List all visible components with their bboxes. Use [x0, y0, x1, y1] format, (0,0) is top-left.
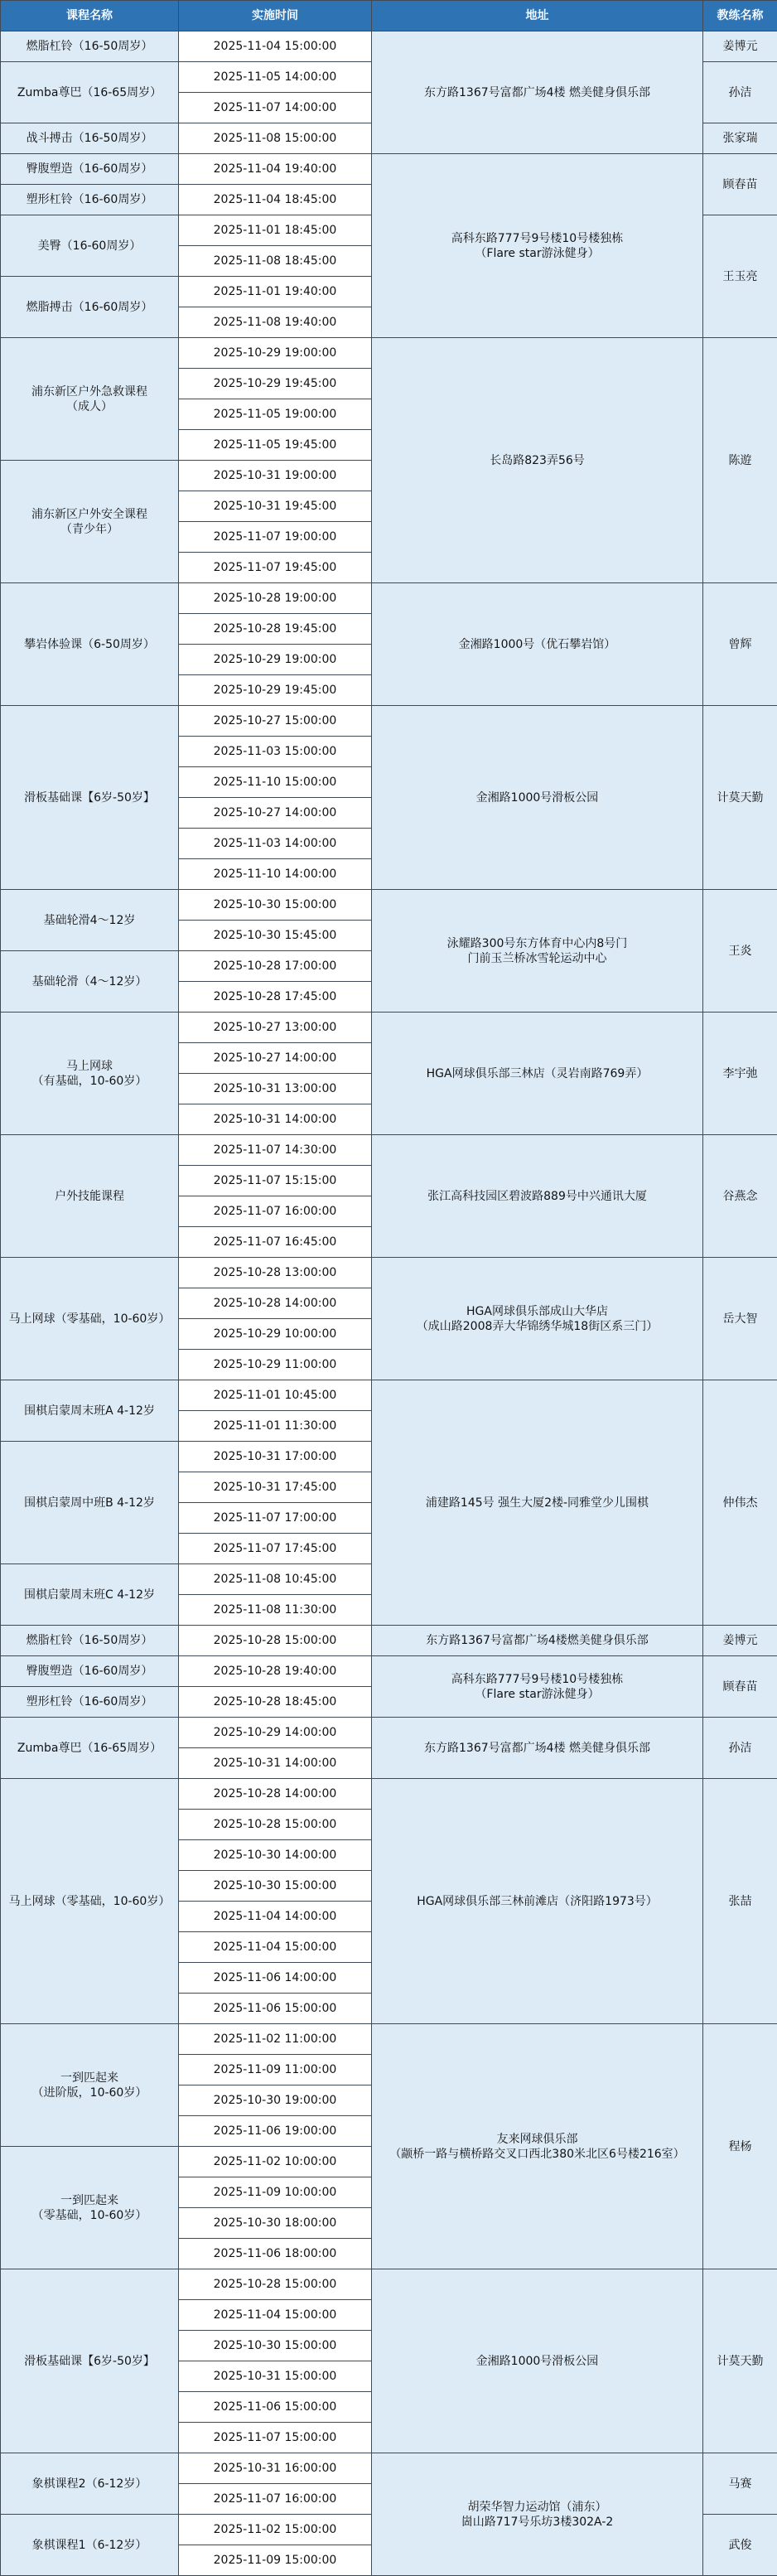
course-name-cell: 围棋启蒙周末班C 4-12岁: [1, 1564, 179, 1626]
coach-name-cell: 孙洁: [703, 62, 777, 123]
schedule-time-cell: 2025-11-07 16:00:00: [179, 2484, 372, 2515]
schedule-time-cell: 2025-10-28 14:00:00: [179, 1779, 372, 1810]
schedule-time-cell: 2025-11-07 16:45:00: [179, 1227, 372, 1258]
course-name-cell: 马上网球（零基础，10-60岁）: [1, 1779, 179, 2024]
coach-name-cell: 姜博元: [703, 1626, 777, 1656]
schedule-time-cell: 2025-10-29 14:00:00: [179, 1718, 372, 1748]
table-row: [1, 1135, 777, 1166]
schedule-time-cell: 2025-11-06 19:00:00: [179, 2116, 372, 2147]
schedule-time-cell: 2025-11-04 15:00:00: [179, 1932, 372, 1963]
address-cell: 东方路1367号富都广场4楼燃美健身俱乐部: [372, 1626, 703, 1656]
header-coach-name: 教练名称: [703, 1, 777, 31]
schedule-time-cell: 2025-11-01 18:45:00: [179, 215, 372, 246]
schedule-time-cell: 2025-10-30 18:00:00: [179, 2208, 372, 2239]
course-name-cell: 象棋课程2（6-12岁）: [1, 2453, 179, 2515]
schedule-time-cell: 2025-10-28 17:45:00: [179, 982, 372, 1013]
schedule-time-cell: 2025-10-31 15:00:00: [179, 2361, 372, 2392]
coach-name-cell: 程杨: [703, 2024, 777, 2269]
header-course-name: 课程名称: [1, 1, 179, 31]
table-row: [1, 1626, 777, 1656]
schedule-time-cell: 2025-10-31 13:00:00: [179, 1074, 372, 1104]
address-cell: 高科东路777号9号楼10号楼独栋 （Flare star游泳健身）: [372, 1656, 703, 1718]
schedule-time-cell: 2025-10-28 19:45:00: [179, 614, 372, 645]
address-cell: 东方路1367号富都广场4楼 燃美健身俱乐部: [372, 1718, 703, 1779]
course-name-cell: Zumba尊巴（16-65周岁）: [1, 1718, 179, 1779]
schedule-time-cell: 2025-11-09 11:00:00: [179, 2055, 372, 2085]
schedule-time-cell: 2025-10-29 19:45:00: [179, 369, 372, 399]
schedule-time-cell: 2025-11-03 15:00:00: [179, 737, 372, 767]
address-cell: 金湘路1000号滑板公园: [372, 2269, 703, 2453]
schedule-time-cell: 2025-11-04 19:40:00: [179, 154, 372, 185]
coach-name-cell: 孙洁: [703, 1718, 777, 1779]
coach-name-cell: 姜博元: [703, 31, 777, 62]
course-name-cell: 马上网球 （有基础，10-60岁）: [1, 1013, 179, 1135]
course-name-cell: 滑板基础课【6岁-50岁】: [1, 706, 179, 890]
table-row: [1, 2269, 777, 2300]
schedule-time-cell: 2025-11-07 15:00:00: [179, 2423, 372, 2453]
address-cell: 东方路1367号富都广场4楼 燃美健身俱乐部: [372, 31, 703, 154]
course-name-cell: 一到匹起来 （零基础，10-60岁）: [1, 2147, 179, 2269]
schedule-time-cell: 2025-11-07 14:30:00: [179, 1135, 372, 1166]
table-row: [1, 2024, 777, 2055]
table-row: [1, 1718, 777, 1748]
address-cell: HGA网球俱乐部三林前滩店（济阳路1973号）: [372, 1779, 703, 2024]
schedule-time-cell: 2025-10-31 16:00:00: [179, 2453, 372, 2484]
header-schedule-time: 实施时间: [179, 1, 372, 31]
schedule-time-cell: 2025-11-06 15:00:00: [179, 1994, 372, 2024]
schedule-time-cell: 2025-10-28 19:40:00: [179, 1656, 372, 1687]
table-row: [1, 583, 777, 614]
schedule-time-cell: 2025-10-28 18:45:00: [179, 1687, 372, 1718]
schedule-time-cell: 2025-10-27 14:00:00: [179, 798, 372, 829]
course-name-cell: 基础轮滑（4～12岁）: [1, 951, 179, 1013]
coach-name-cell: 马赛: [703, 2453, 777, 2515]
schedule-time-cell: 2025-11-09 10:00:00: [179, 2177, 372, 2208]
schedule-time-cell: 2025-11-06 18:00:00: [179, 2239, 372, 2269]
schedule-time-cell: 2025-10-30 14:00:00: [179, 1840, 372, 1871]
table-row: [1, 1656, 777, 1687]
schedule-time-cell: 2025-10-30 15:00:00: [179, 1871, 372, 1902]
coach-name-cell: 王炎: [703, 890, 777, 1013]
schedule-time-cell: 2025-11-08 11:30:00: [179, 1595, 372, 1626]
course-name-cell: 浦东新区户外安全课程 （青少年）: [1, 461, 179, 583]
schedule-time-cell: 2025-10-27 14:00:00: [179, 1043, 372, 1074]
schedule-time-cell: 2025-11-05 14:00:00: [179, 62, 372, 93]
address-cell: 胡荣华智力运动馆（浦东） 崮山路717号乐坊3楼302A-2: [372, 2453, 703, 2576]
table-row: [1, 706, 777, 737]
schedule-time-cell: 2025-10-31 19:00:00: [179, 461, 372, 491]
table-body: [1, 31, 777, 2576]
course-name-cell: Zumba尊巴（16-65周岁）: [1, 62, 179, 123]
course-name-cell: 户外技能课程: [1, 1135, 179, 1258]
coach-name-cell: 谷燕念: [703, 1135, 777, 1258]
schedule-time-cell: 2025-11-04 14:00:00: [179, 1902, 372, 1932]
coach-name-cell: 李宇弛: [703, 1013, 777, 1135]
schedule-time-cell: 2025-10-28 19:00:00: [179, 583, 372, 614]
schedule-time-cell: 2025-11-09 15:00:00: [179, 2545, 372, 2576]
table-row: [1, 1779, 777, 1810]
course-name-cell: 臀腹塑造（16-60周岁）: [1, 154, 179, 185]
schedule-time-cell: 2025-11-04 18:45:00: [179, 185, 372, 215]
coach-name-cell: 陈遊: [703, 338, 777, 583]
coach-name-cell: 王玉亮: [703, 215, 777, 338]
course-name-cell: 塑形杠铃（16-60周岁）: [1, 185, 179, 215]
schedule-time-cell: 2025-11-02 10:00:00: [179, 2147, 372, 2177]
course-name-cell: 燃脂杠铃（16-50周岁）: [1, 31, 179, 62]
schedule-time-cell: 2025-10-28 15:00:00: [179, 2269, 372, 2300]
schedule-time-cell: 2025-11-05 19:00:00: [179, 399, 372, 430]
schedule-time-cell: 2025-11-07 17:00:00: [179, 1503, 372, 1534]
coach-name-cell: 计莫天勤: [703, 2269, 777, 2453]
course-name-cell: 一到匹起来 （进阶版，10-60岁）: [1, 2024, 179, 2147]
schedule-time-cell: 2025-11-06 15:00:00: [179, 2392, 372, 2423]
coach-name-cell: 顾春苗: [703, 1656, 777, 1718]
coach-name-cell: 武俊: [703, 2515, 777, 2576]
course-name-cell: 基础轮滑4～12岁: [1, 890, 179, 951]
course-name-cell: 象棋课程1（6-12岁）: [1, 2515, 179, 2576]
schedule-time-cell: 2025-11-08 19:40:00: [179, 307, 372, 338]
address-cell: 长岛路823弄56号: [372, 338, 703, 583]
schedule-time-cell: 2025-10-30 15:00:00: [179, 890, 372, 921]
schedule-time-cell: 2025-11-07 15:15:00: [179, 1166, 372, 1196]
address-cell: 泳耀路300号东方体育中心内8号门 门前玉兰桥冰雪轮运动中心: [372, 890, 703, 1013]
schedule-time-cell: 2025-11-05 19:45:00: [179, 430, 372, 461]
schedule-time-cell: 2025-10-30 15:45:00: [179, 921, 372, 951]
course-name-cell: 马上网球（零基础，10-60岁）: [1, 1258, 179, 1380]
table-row: [1, 31, 777, 62]
schedule-time-cell: 2025-10-27 13:00:00: [179, 1013, 372, 1043]
schedule-time-cell: 2025-11-10 15:00:00: [179, 767, 372, 798]
course-name-cell: 臀腹塑造（16-60周岁）: [1, 1656, 179, 1687]
schedule-time-cell: 2025-11-07 19:45:00: [179, 553, 372, 583]
schedule-time-cell: 2025-10-27 15:00:00: [179, 706, 372, 737]
schedule-time-cell: 2025-10-28 15:00:00: [179, 1810, 372, 1840]
schedule-time-cell: 2025-10-28 17:00:00: [179, 951, 372, 982]
table-row: [1, 2453, 777, 2484]
table-row: [1, 1013, 777, 1043]
course-name-cell: 美臀（16-60周岁）: [1, 215, 179, 277]
schedule-time-cell: 2025-10-29 19:00:00: [179, 338, 372, 369]
course-name-cell: 围棋启蒙周中班B 4-12岁: [1, 1442, 179, 1564]
coach-name-cell: 张喆: [703, 1779, 777, 2024]
schedule-time-cell: 2025-11-07 16:00:00: [179, 1196, 372, 1227]
course-name-cell: 滑板基础课【6岁-50岁】: [1, 2269, 179, 2453]
schedule-time-cell: 2025-11-07 19:00:00: [179, 522, 372, 553]
address-cell: HGA网球俱乐部成山大华店 （成山路2008弄大华锦绣华城18街区系三门）: [372, 1258, 703, 1380]
course-name-cell: 燃脂杠铃（16-50周岁）: [1, 1626, 179, 1656]
schedule-time-cell: 2025-10-30 19:00:00: [179, 2085, 372, 2116]
schedule-time-cell: 2025-11-08 10:45:00: [179, 1564, 372, 1595]
schedule-time-cell: 2025-10-28 15:00:00: [179, 1626, 372, 1656]
coach-name-cell: 曾辉: [703, 583, 777, 706]
address-cell: 高科东路777号9号楼10号楼独栋 （Flare star游泳健身）: [372, 154, 703, 338]
schedule-time-cell: 2025-11-01 10:45:00: [179, 1380, 372, 1411]
course-name-cell: 塑形杠铃（16-60周岁）: [1, 1687, 179, 1718]
course-name-cell: 攀岩体验课（6-50周岁）: [1, 583, 179, 706]
schedule-time-cell: 2025-10-29 10:00:00: [179, 1319, 372, 1350]
address-cell: 浦建路145号 强生大厦2楼-同雅堂少儿围棋: [372, 1380, 703, 1626]
coach-name-cell: 岳大智: [703, 1258, 777, 1380]
schedule-time-cell: 2025-11-02 11:00:00: [179, 2024, 372, 2055]
table-row: [1, 1258, 777, 1288]
table-row: [1, 154, 777, 185]
course-name-cell: 燃脂搏击（16-60周岁）: [1, 277, 179, 338]
address-cell: 金湘路1000号（优石攀岩馆）: [372, 583, 703, 706]
schedule-time-cell: 2025-10-31 14:00:00: [179, 1748, 372, 1779]
schedule-time-cell: 2025-11-07 17:45:00: [179, 1534, 372, 1564]
schedule-time-cell: 2025-10-31 17:00:00: [179, 1442, 372, 1472]
schedule-time-cell: 2025-11-01 19:40:00: [179, 277, 372, 307]
schedule-time-cell: 2025-10-29 19:45:00: [179, 675, 372, 706]
course-name-cell: 战斗搏击（16-50周岁）: [1, 123, 179, 154]
schedule-time-cell: 2025-10-29 11:00:00: [179, 1350, 372, 1380]
schedule-time-cell: 2025-11-04 15:00:00: [179, 2300, 372, 2331]
schedule-time-cell: 2025-10-28 13:00:00: [179, 1258, 372, 1288]
schedule-time-cell: 2025-10-31 19:45:00: [179, 491, 372, 522]
schedule-time-cell: 2025-11-01 11:30:00: [179, 1411, 372, 1442]
schedule-time-cell: 2025-11-04 15:00:00: [179, 31, 372, 62]
table-row: [1, 890, 777, 921]
schedule-time-cell: 2025-10-31 17:45:00: [179, 1472, 372, 1503]
schedule-time-cell: 2025-10-29 19:00:00: [179, 645, 372, 675]
header-address: 地址: [372, 1, 703, 31]
address-cell: 友来网球俱乐部 （颛桥一路与横桥路交叉口西北380米北区6号楼216室）: [372, 2024, 703, 2269]
schedule-time-cell: 2025-10-30 15:00:00: [179, 2331, 372, 2361]
address-cell: 金湘路1000号滑板公园: [372, 706, 703, 890]
schedule-time-cell: 2025-11-02 15:00:00: [179, 2515, 372, 2545]
course-name-cell: 浦东新区户外急救课程 （成人）: [1, 338, 179, 461]
address-cell: 张江高科技园区碧波路889号中兴通讯大厦: [372, 1135, 703, 1258]
header-row: [1, 1, 777, 31]
schedule-time-cell: 2025-11-03 14:00:00: [179, 829, 372, 859]
schedule-time-cell: 2025-11-08 18:45:00: [179, 246, 372, 277]
table-row: [1, 1380, 777, 1411]
schedule-time-cell: 2025-11-08 15:00:00: [179, 123, 372, 154]
schedule-time-cell: 2025-10-28 14:00:00: [179, 1288, 372, 1319]
coach-name-cell: 顾春苗: [703, 154, 777, 215]
coach-name-cell: 计莫天勤: [703, 706, 777, 890]
coach-name-cell: 仲伟杰: [703, 1380, 777, 1626]
schedule-time-cell: 2025-11-07 14:00:00: [179, 93, 372, 123]
course-name-cell: 围棋启蒙周末班A 4-12岁: [1, 1380, 179, 1442]
schedule-time-cell: 2025-10-31 14:00:00: [179, 1104, 372, 1135]
table-row: [1, 338, 777, 369]
address-cell: HGA网球俱乐部三林店（灵岩南路769弄）: [372, 1013, 703, 1135]
schedule-time-cell: 2025-11-10 14:00:00: [179, 859, 372, 890]
coach-name-cell: 张家瑞: [703, 123, 777, 154]
schedule-time-cell: 2025-11-06 14:00:00: [179, 1963, 372, 1994]
